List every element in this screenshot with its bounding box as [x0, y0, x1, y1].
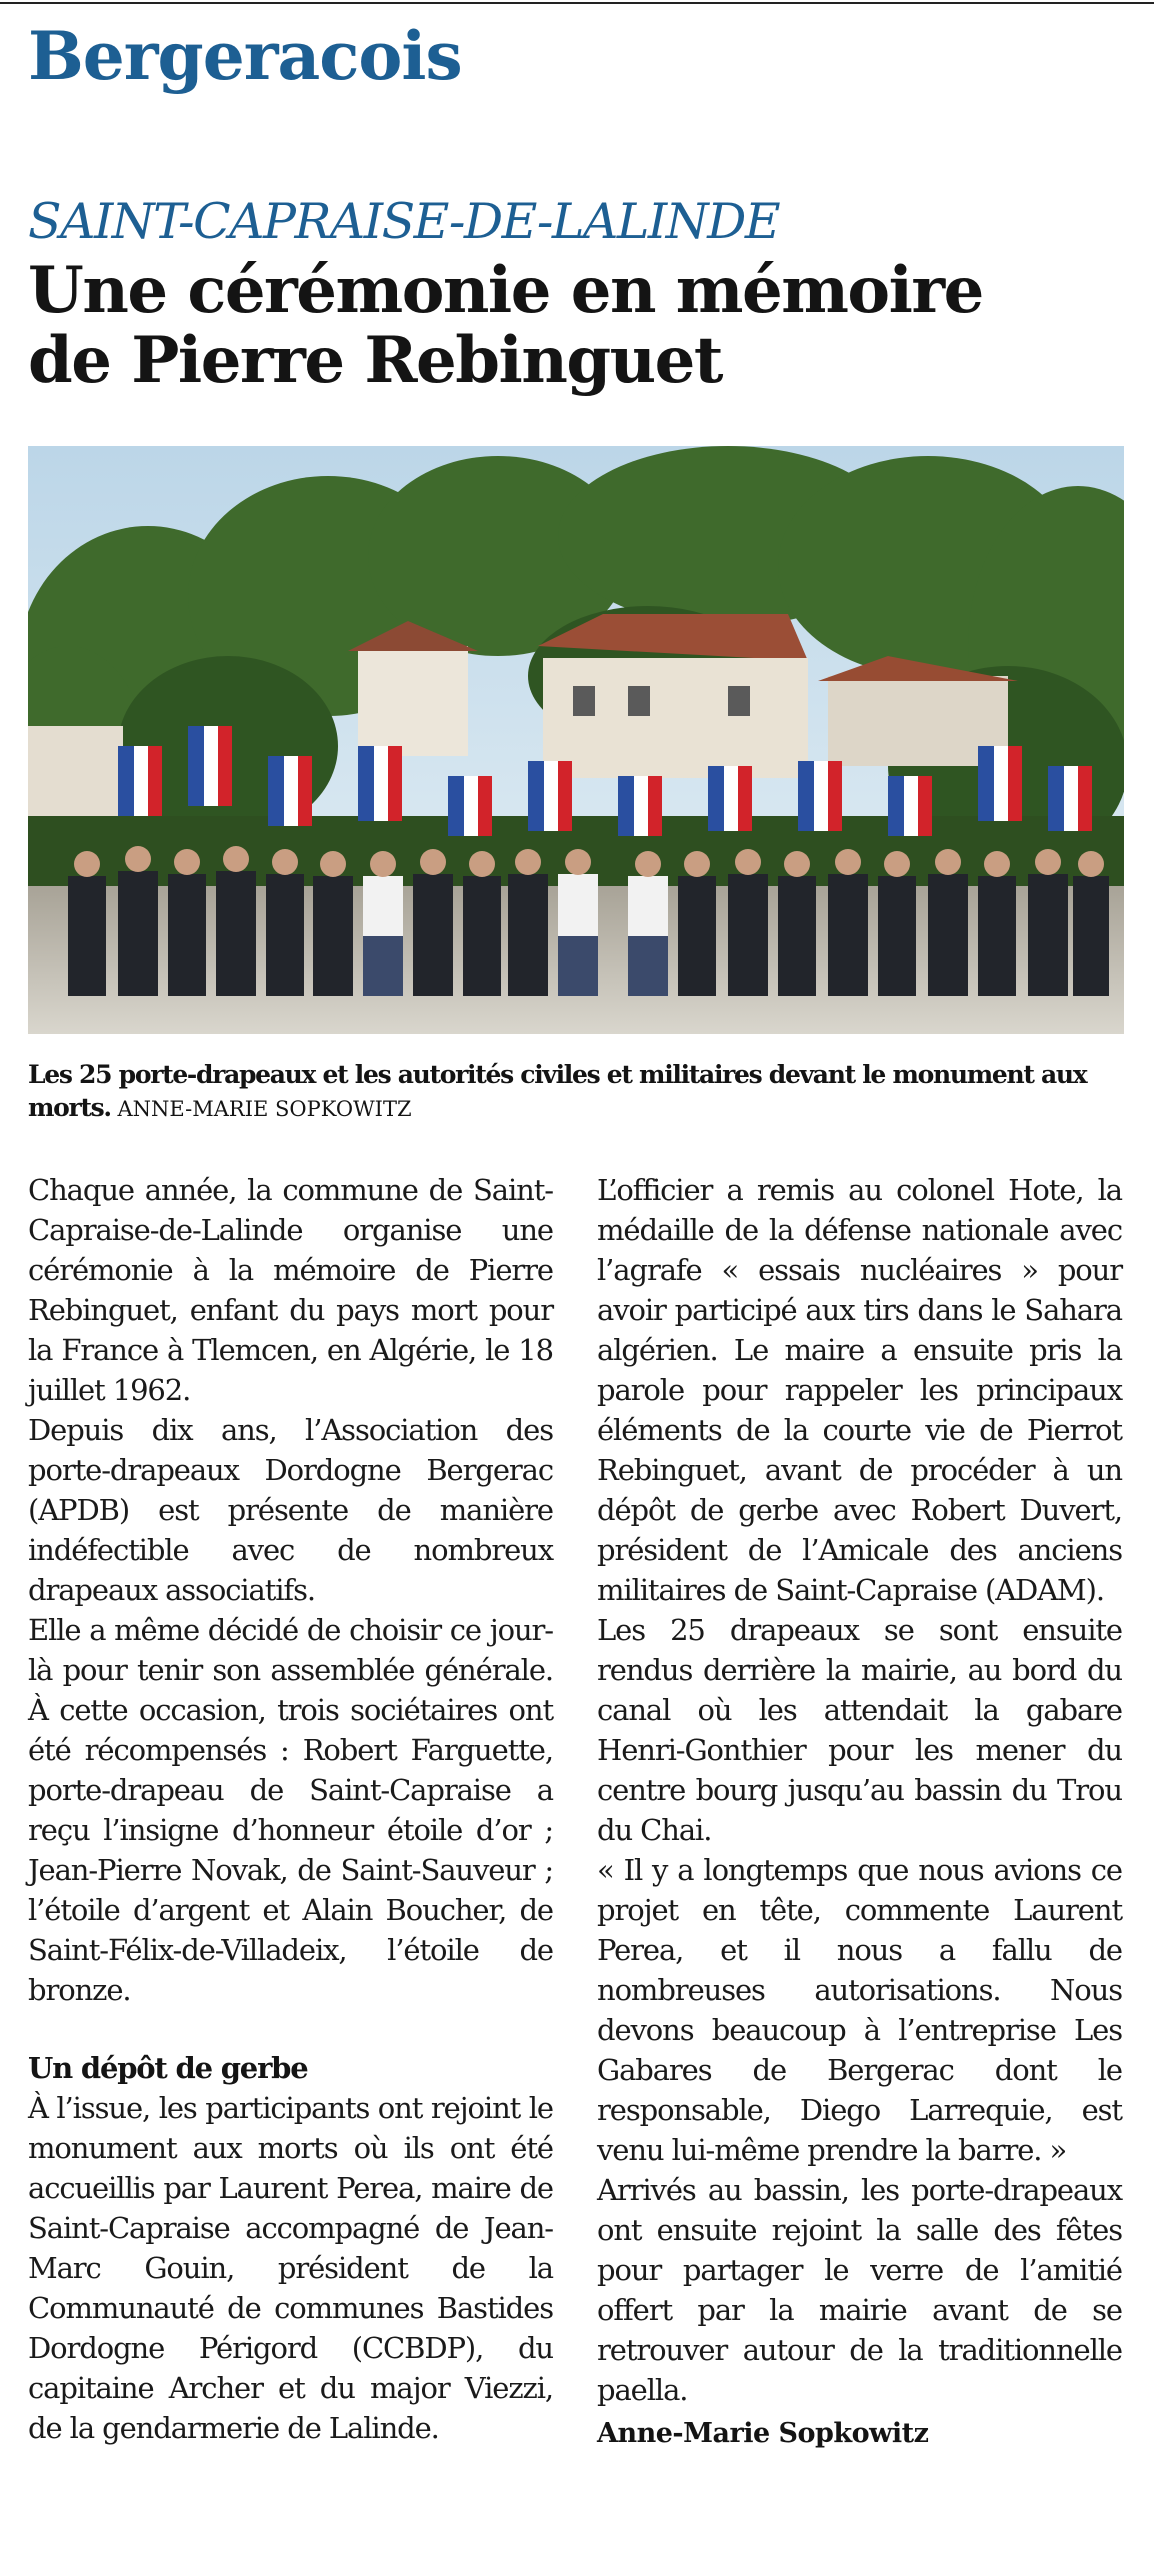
paragraph: Elle a même décidé de choisir ce jour-là pour tenir son assemblée générale. À cette occasion, trois sociétaires ont été récompensés : Robert Farguette, porte-drapeau de Saint-Capraise a reçu l’insigne d’honneur étoile d’or ; Jean-Pierre Novak, de Saint-Sauveur ; l’étoile d’argent et Alain Boucher, de Saint-Félix-de-Villadeix, l’étoile de bronze. [28, 1613, 553, 2007]
article-kicker: SAINT-CAPRAISE-DE-LALINDE [28, 193, 780, 250]
top-rule [0, 2, 1154, 4]
paragraph: L’officier a remis au colonel Hote, la médaille de la défense nationale avec l’agrafe « essais nucléaires » pour avoir participé aux tirs dans le Sahara algérien. Le maire a ensuite pris la parole pour rappeler les principaux éléments de la courte vie de Pierrot Rebinguet, avant de procéder à un dépôt de gerbe avec Robert Duvert, président de l’Amicale des anciens militaires de Saint-Capraise (ADAM). [597, 1173, 1122, 1607]
paragraph: Chaque année, la commune de Saint-Capraise-de-Lalinde organise une cérémonie à la mémoire de Pierre Rebinguet, enfant du pays mort pour la France à Tlemcen, en Algérie, le 18 juillet 1962. [28, 1173, 553, 1407]
article-subhead: Un dépôt de gerbe [28, 2051, 308, 2085]
paragraph: Depuis dix ans, l’Association des porte-drapeaux Dordogne Bergerac (APDB) est présente de manière indéfectible avec de nombreux drapeaux associatifs. [28, 1413, 553, 1607]
caption-text: Les 25 porte-drapeaux et les autorités civiles et militaires devant le monument aux morts. [28, 1060, 1087, 1122]
headline-line-1: Une cérémonie en mémoire [28, 253, 983, 328]
paragraph: À l’issue, les participants ont rejoint le monument aux morts où ils ont été accueillis par Laurent Perea, maire de Saint-Capraise accompagné de Jean-Marc Gouin, président de la Communauté de communes Bastides Dordogne Périgord (CCBDP), du capitaine Archer et du major Viezzi, de la gendarmerie de Lalinde. [28, 2091, 553, 2445]
article-headline [28, 253, 1128, 398]
photo-credit: ANNE-MARIE SOPKOWITZ [117, 1097, 412, 1121]
article-column-right [597, 1170, 1122, 2454]
section-title: Bergeracois [28, 17, 462, 95]
paragraph: « Il y a longtemps que nous avions ce projet en tête, commente Laurent Perea, et il nous a fallu de nombreuses autorisations. Nous devons beaucoup à l’entreprise Les Gabares de Bergerac dont le responsable, Diego Larrequie, est venu lui-même prendre la barre. » [597, 1853, 1122, 2167]
article-photo [28, 446, 1124, 1034]
headline-line-2: de Pierre Rebinguet [28, 323, 722, 398]
article-byline: Anne-Marie Sopkowitz [597, 2418, 929, 2449]
photo-illustration [28, 446, 1124, 1034]
article-column-left [28, 1170, 553, 2448]
paragraph: Les 25 drapeaux se sont ensuite rendus derrière la mairie, au bord du canal où les attendait la gabare Henri-Gonthier pour les mener du centre bourg jusqu’au bassin du Trou du Chai. [597, 1613, 1122, 1847]
photo-caption [28, 1058, 1124, 1126]
paragraph: Arrivés au bassin, les porte-drapeaux ont ensuite rejoint la salle des fêtes pour partager le verre de l’amitié offert par la mairie avant de se retrouver autour de la traditionnelle paella. [597, 2173, 1122, 2407]
